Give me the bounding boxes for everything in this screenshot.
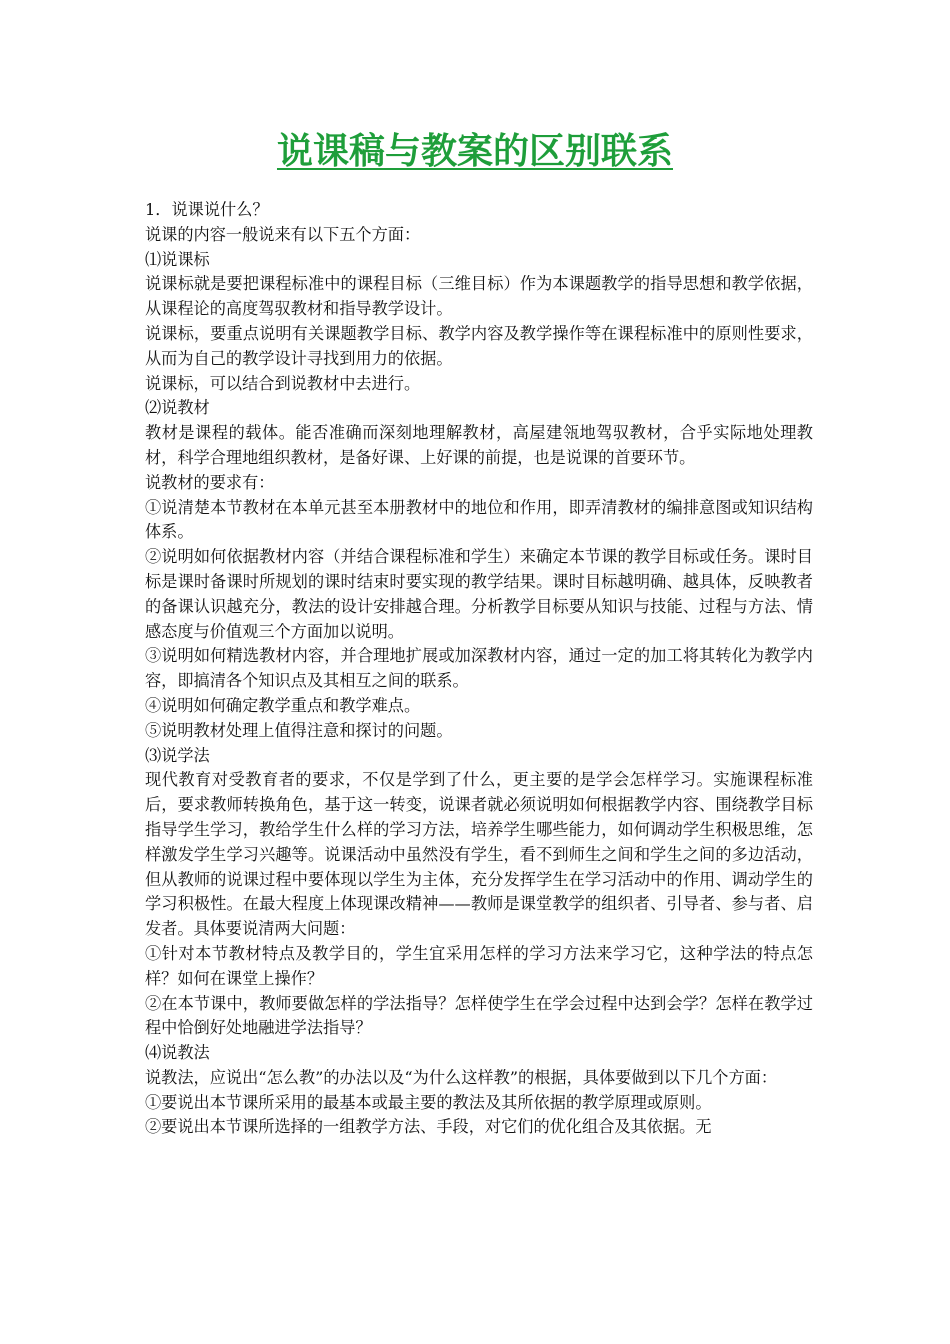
paragraph: ①说清楚本节教材在本单元甚至本册教材中的地位和作用，即弄清教材的编排意图或知识结构体系。 <box>145 497 813 542</box>
paragraph: ⑵说教材 <box>145 398 210 418</box>
paragraph: 说教法，应说出“怎么教”的办法以及“为什么这样教”的根据，具体要做到以下几个方面： <box>145 1067 778 1087</box>
document-body <box>145 198 813 1140</box>
paragraph: 说课标，要重点说明有关课题教学目标、教学内容及教学操作等在课程标准中的原则性要求，从而为自己的教学设计寻找到用力的依据。 <box>145 323 813 368</box>
paragraph: 说课的内容一般说来有以下五个方面： <box>145 224 421 244</box>
paragraph: ②说明如何依据教材内容（并结合课程标准和学生）来确定本节课的教学目标或任务。课时目标是课时备课时所规划的课时结束时要实现的教学结果。课时目标越明确、越具体，反映教者的备课认识越充分，教法的设计安排越合理。分析教学目标要从知识与技能、过程与方法、情感态度与价值观三个方面加以说明。 <box>145 547 813 641</box>
paragraph: ①要说出本节课所采用的最基本或最主要的教法及其所依据的教学原理或原则。 <box>145 1092 712 1112</box>
paragraph: ⑴说课标 <box>145 249 210 269</box>
paragraph: 说教材的要求有： <box>145 472 275 492</box>
paragraph: ③说明如何精选教材内容，并合理地扩展或加深教材内容，通过一定的加工将其转化为教学内容，即搞清各个知识点及其相互之间的联系。 <box>145 646 813 691</box>
document-title: 说课稿与教案的区别联系 <box>276 130 673 172</box>
paragraph: 说课标，可以结合到说教材中去进行。 <box>145 373 421 393</box>
paragraph: ⑤说明教材处理上值得注意和探讨的问题。 <box>145 720 453 740</box>
paragraph: 说课标就是要把课程标准中的课程目标（三维目标）作为本课题教学的指导思想和教学依据，从课程论的高度驾驭教材和指导教学设计。 <box>145 274 813 319</box>
paragraph: ④说明如何确定教学重点和教学难点。 <box>145 695 421 715</box>
paragraph: 1．说课说什么？ <box>145 200 269 219</box>
paragraph: 教材是课程的载体。能否准确而深刻地理解教材，高屋建瓴地驾驭教材，合乎实际地处理教材，科学合理地组织教材，是备好课、上好课的前提，也是说课的首要环节。 <box>145 423 813 467</box>
paragraph: ②要说出本节课所选择的一组教学方法、手段，对它们的优化组合及其依据。无 <box>145 1117 712 1137</box>
paragraph: ⑷说教法 <box>145 1043 210 1063</box>
paragraph: 现代教育对受教育者的要求，不仅是学到了什么，更主要的是学会怎样学习。实施课程标准后，要求教师转换角色，基于这一转变，说课者就必须说明如何根据教学内容、围绕教学目标指导学生学习，教给学生什么样的学习方法，培养学生哪些能力，如何调动学生积极思维，怎样激发学生学习兴趣等。说课活动中虽然没有学生，看不到师生之间和学生之间的多边活动，但从教师的说课过程中要体现以学生为主体，充分发挥学生在学习活动中的作用、调动学生的学习积极性。在最大程度上体现课改精神——教师是课堂教学的组织者、引导者、参与者、启发者。具体要说清两大问题： <box>145 770 813 939</box>
paragraph: ⑶说学法 <box>145 745 210 765</box>
paragraph: ②在本节课中，教师要做怎样的学法指导？怎样使学生在学会过程中达到会学？怎样在教学过程中恰倒好处地融进学法指导？ <box>145 993 813 1038</box>
paragraph: ①针对本节教材特点及教学目的，学生宜采用怎样的学习方法来学习它，这种学法的特点怎样？如何在课堂上操作？ <box>145 943 813 988</box>
